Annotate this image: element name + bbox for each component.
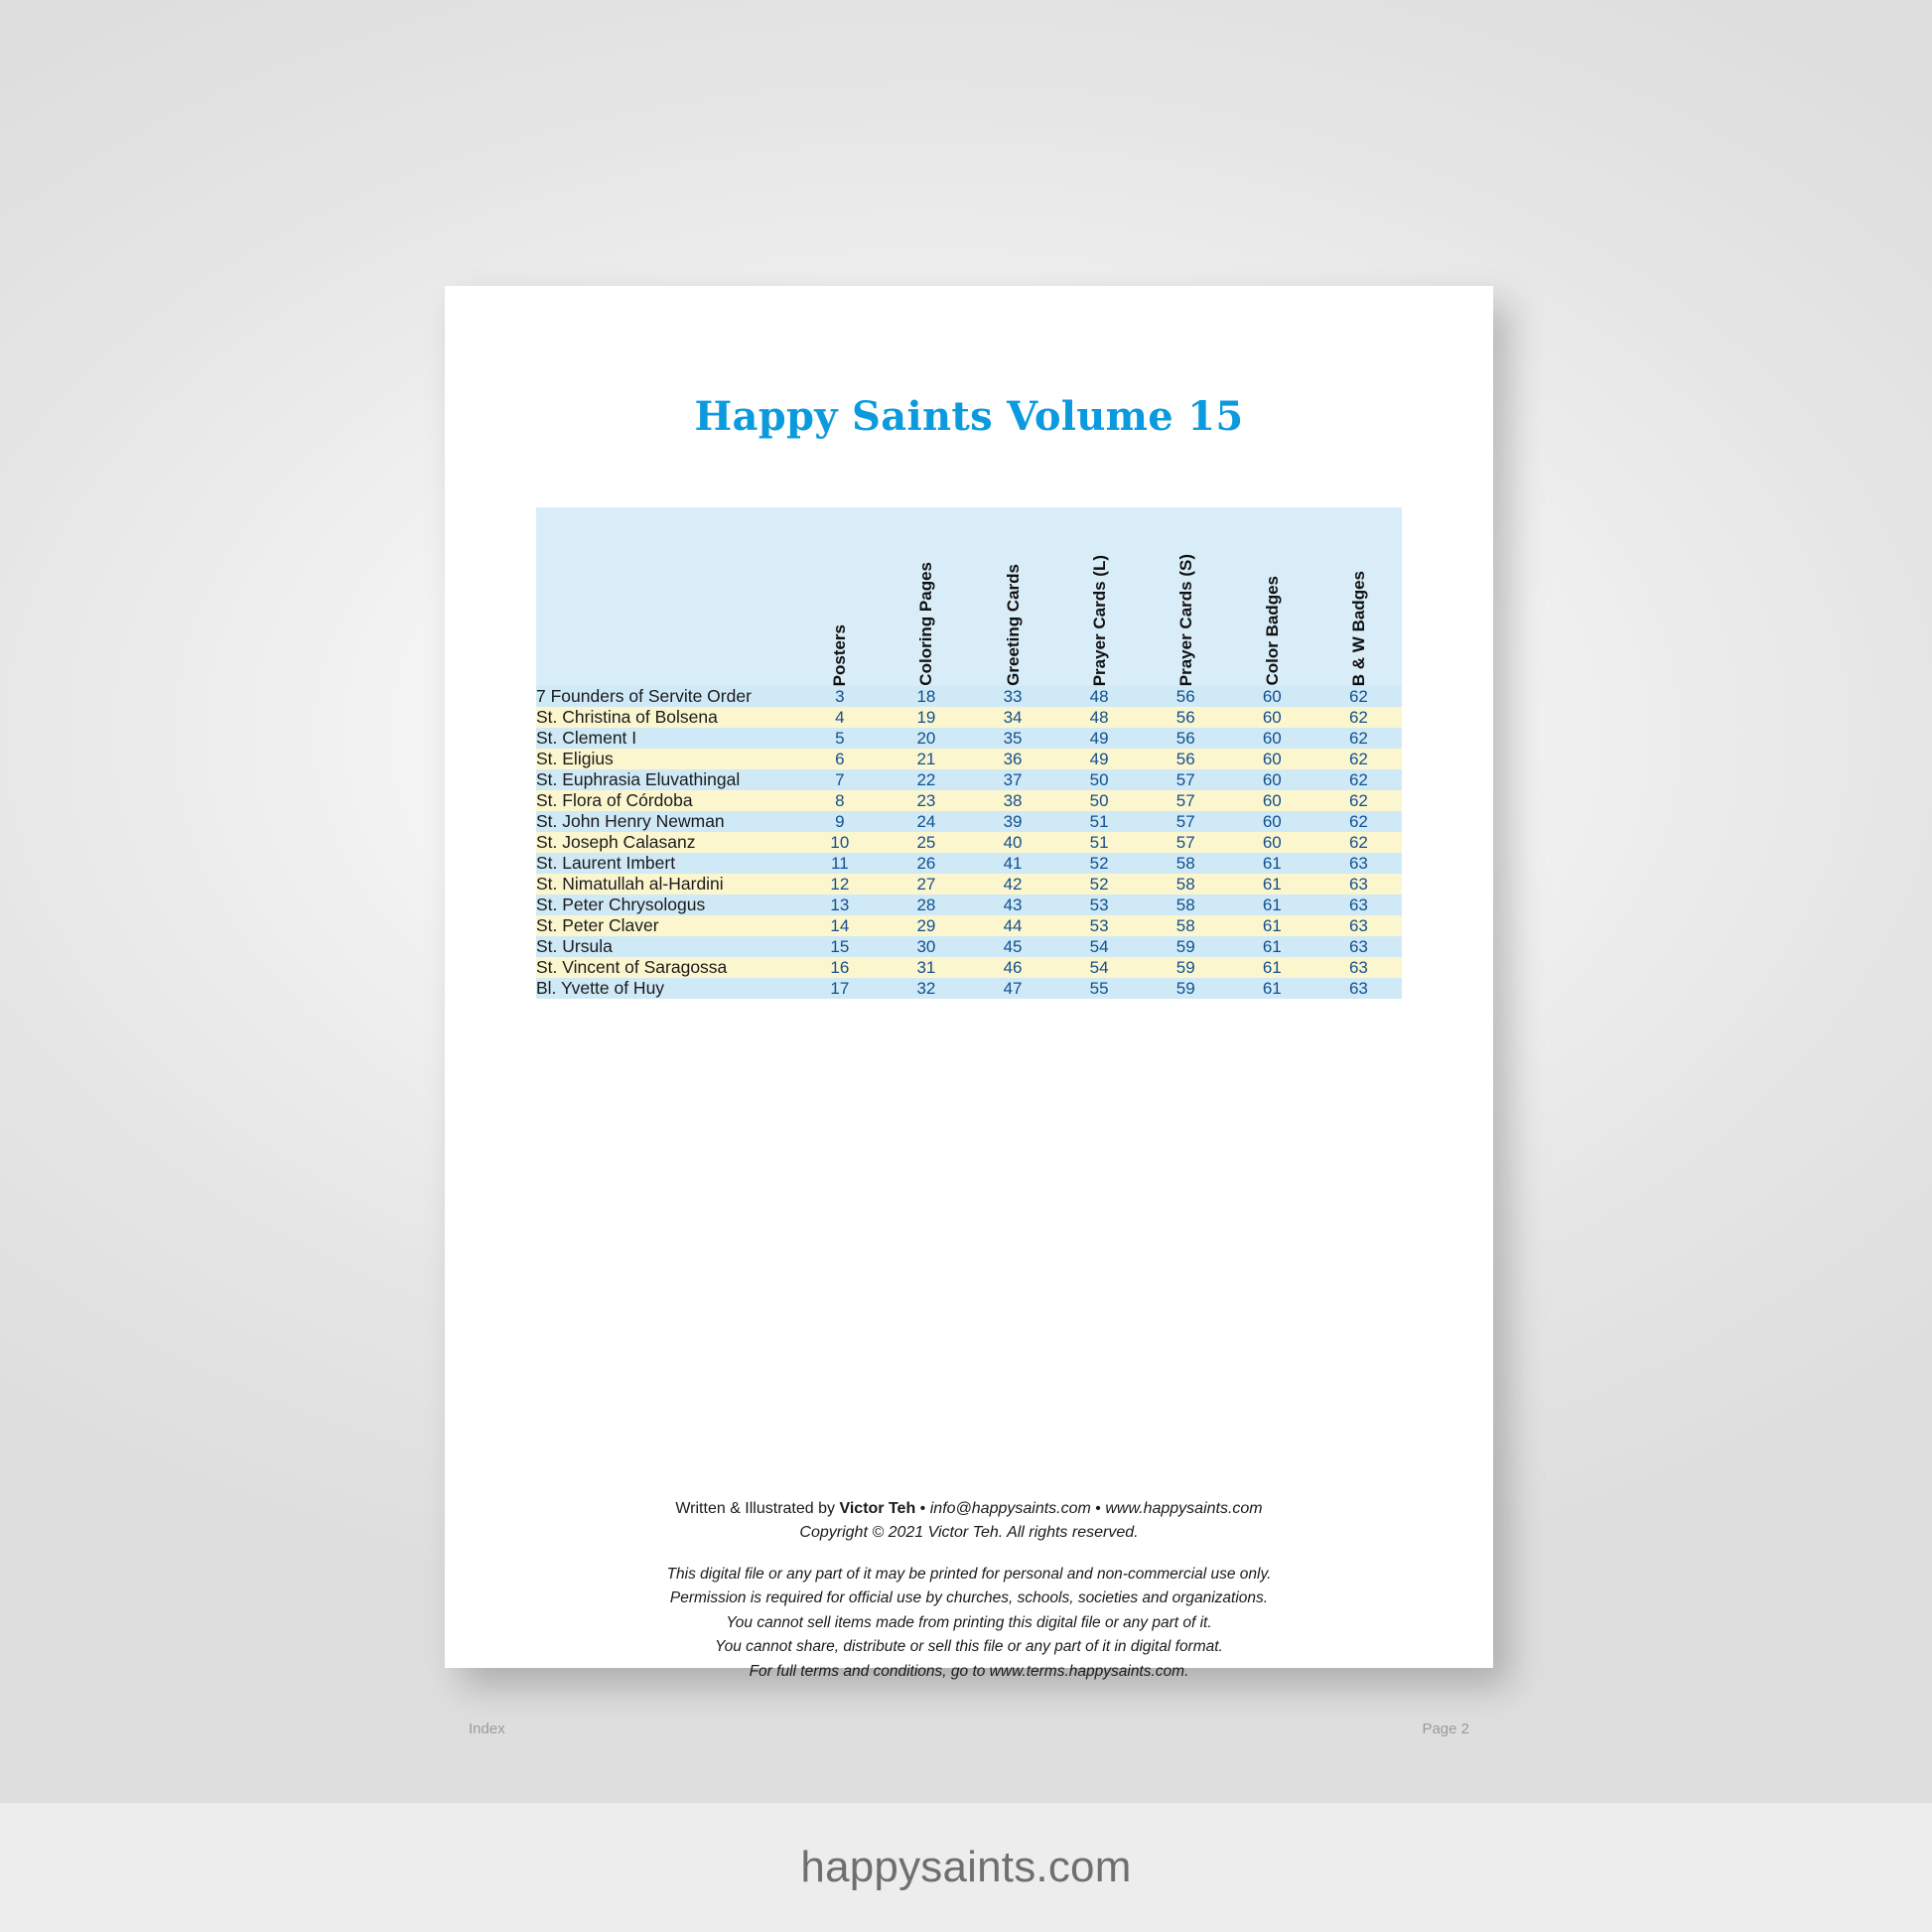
cell-prayer-cards-l: 54 xyxy=(1089,936,1109,956)
cell-posters: 16 xyxy=(830,957,850,977)
cell-prayer-cards-s: 57 xyxy=(1175,832,1195,852)
cell-bw-badges: 62 xyxy=(1348,707,1368,727)
cell-posters: 15 xyxy=(830,936,850,956)
cell-bw-badges: 63 xyxy=(1348,915,1368,935)
cell-color-badges: 60 xyxy=(1262,749,1282,768)
credit-sep-1: • xyxy=(915,1499,930,1517)
cell-greeting-cards: 47 xyxy=(1003,978,1023,998)
cell-prayer-cards-s: 58 xyxy=(1175,915,1195,935)
cell-prayer-cards-s: 58 xyxy=(1175,895,1195,914)
table-row xyxy=(536,811,1402,832)
cell-prayer-cards-s: 56 xyxy=(1175,707,1195,727)
row-name: 7 Founders of Servite Order xyxy=(536,686,752,706)
cell-color-badges: 60 xyxy=(1262,686,1282,706)
table-row xyxy=(536,874,1402,895)
cell-coloring-pages: 27 xyxy=(916,874,936,894)
column-header-name xyxy=(536,507,796,686)
cell-prayer-cards-l: 50 xyxy=(1089,769,1109,789)
cell-prayer-cards-s: 58 xyxy=(1175,874,1195,894)
index-table xyxy=(536,507,1402,999)
cell-bw-badges: 62 xyxy=(1348,749,1368,768)
cell-coloring-pages: 28 xyxy=(916,895,936,914)
cell-coloring-pages: 32 xyxy=(916,978,936,998)
cell-posters: 6 xyxy=(835,749,845,768)
row-name: St. Laurent Imbert xyxy=(536,853,676,873)
cell-posters: 17 xyxy=(830,978,850,998)
cell-coloring-pages: 30 xyxy=(916,936,936,956)
row-name: St. Joseph Calasanz xyxy=(536,832,696,852)
cell-prayer-cards-l: 53 xyxy=(1089,915,1109,935)
table-row xyxy=(536,853,1402,874)
cell-greeting-cards: 43 xyxy=(1003,895,1023,914)
cell-color-badges: 61 xyxy=(1262,853,1282,873)
document-page xyxy=(445,286,1493,1737)
cell-coloring-pages: 25 xyxy=(916,832,936,852)
cell-bw-badges: 63 xyxy=(1348,895,1368,914)
cell-prayer-cards-l: 49 xyxy=(1089,728,1109,748)
cell-coloring-pages: 19 xyxy=(916,707,936,727)
column-header-prayer-cards-l: Prayer Cards (L) xyxy=(1089,554,1109,686)
row-name: St. Euphrasia Eluvathingal xyxy=(536,769,741,789)
cell-coloring-pages: 24 xyxy=(916,811,936,831)
cell-color-badges: 61 xyxy=(1262,874,1282,894)
site-watermark-bar xyxy=(0,1803,1932,1932)
credit-email[interactable]: info@happysaints.com xyxy=(929,1499,1091,1517)
table-row xyxy=(536,707,1402,728)
row-name: St. Nimatullah al-Hardini xyxy=(536,874,724,894)
cell-greeting-cards: 38 xyxy=(1003,790,1023,810)
cell-coloring-pages: 23 xyxy=(916,790,936,810)
terms-line: You cannot share, distribute or sell this file or any part of it in digital format. xyxy=(715,1638,1223,1656)
table-row xyxy=(536,790,1402,811)
terms-line: Permission is required for official use by churches, schools, societies and organizations. xyxy=(669,1589,1269,1607)
row-name: St. Christina of Bolsena xyxy=(536,707,718,727)
column-header-prayer-cards-s: Prayer Cards (S) xyxy=(1175,553,1195,686)
column-header-posters: Posters xyxy=(830,623,850,686)
cell-coloring-pages: 22 xyxy=(916,769,936,789)
terms-line: You cannot sell items made from printing this digital file or any part of it. xyxy=(726,1613,1212,1631)
cell-posters: 12 xyxy=(830,874,850,894)
cell-color-badges: 60 xyxy=(1262,728,1282,748)
cell-prayer-cards-l: 49 xyxy=(1089,749,1109,768)
cell-prayer-cards-l: 50 xyxy=(1089,790,1109,810)
cell-bw-badges: 62 xyxy=(1348,790,1368,810)
cell-bw-badges: 62 xyxy=(1348,832,1368,852)
credit-authorship xyxy=(445,1497,1493,1521)
cell-prayer-cards-s: 59 xyxy=(1175,957,1195,977)
cell-greeting-cards: 36 xyxy=(1003,749,1023,768)
cell-coloring-pages: 26 xyxy=(916,853,936,873)
table-row xyxy=(536,915,1402,936)
cell-greeting-cards: 45 xyxy=(1003,936,1023,956)
document-footer xyxy=(445,1497,1493,1684)
cell-prayer-cards-s: 59 xyxy=(1175,978,1195,998)
footer-page-number: Page 2 xyxy=(1422,1721,1469,1737)
row-name: Bl. Yvette of Huy xyxy=(536,978,665,998)
cell-color-badges: 60 xyxy=(1262,769,1282,789)
cell-color-badges: 61 xyxy=(1262,957,1282,977)
cell-prayer-cards-s: 57 xyxy=(1175,811,1195,831)
credit-sep-2: • xyxy=(1090,1499,1106,1517)
row-name: St. Eligius xyxy=(536,749,614,768)
cell-bw-badges: 63 xyxy=(1348,936,1368,956)
table-row xyxy=(536,769,1402,790)
cell-posters: 4 xyxy=(835,707,845,727)
row-name: St. Ursula xyxy=(536,936,613,956)
cell-greeting-cards: 37 xyxy=(1003,769,1023,789)
cell-color-badges: 60 xyxy=(1262,790,1282,810)
page-title: Happy Saints Volume 15 xyxy=(694,393,1244,440)
cell-greeting-cards: 42 xyxy=(1003,874,1023,894)
table-row xyxy=(536,749,1402,769)
cell-bw-badges: 62 xyxy=(1348,811,1368,831)
row-name: St. Vincent of Saragossa xyxy=(536,957,728,977)
cell-greeting-cards: 33 xyxy=(1003,686,1023,706)
copyright-line: Copyright © 2021 Victor Teh. All rights reserved. xyxy=(799,1523,1139,1541)
cell-prayer-cards-s: 56 xyxy=(1175,728,1195,748)
table-row xyxy=(536,978,1402,999)
footer-index-label: Index xyxy=(469,1721,505,1737)
cell-posters: 9 xyxy=(835,811,845,831)
column-header-greeting-cards: Greeting Cards xyxy=(1003,564,1023,686)
cell-coloring-pages: 21 xyxy=(916,749,936,768)
cell-posters: 11 xyxy=(831,853,849,873)
cell-bw-badges: 62 xyxy=(1348,686,1368,706)
cell-bw-badges: 62 xyxy=(1348,728,1368,748)
terms-line: This digital file or any part of it may be printed for personal and non-commercial use only. xyxy=(666,1565,1272,1583)
cell-prayer-cards-l: 51 xyxy=(1089,832,1109,852)
cell-color-badges: 60 xyxy=(1262,832,1282,852)
cell-color-badges: 61 xyxy=(1262,915,1282,935)
row-name: St. Clement I xyxy=(536,728,637,748)
table-header xyxy=(536,507,1402,686)
cell-prayer-cards-s: 56 xyxy=(1175,749,1195,768)
cell-color-badges: 61 xyxy=(1262,936,1282,956)
terms-line: For full terms and conditions, go to www.terms.happysaints.com. xyxy=(749,1662,1189,1680)
cell-posters: 7 xyxy=(835,769,845,789)
table-row xyxy=(536,936,1402,957)
cell-posters: 10 xyxy=(830,832,850,852)
cell-color-badges: 60 xyxy=(1262,707,1282,727)
credit-line xyxy=(445,1497,1493,1545)
table-row xyxy=(536,957,1402,978)
table-body xyxy=(536,686,1402,999)
cell-prayer-cards-l: 53 xyxy=(1089,895,1109,914)
column-header-color-badges: Color Badges xyxy=(1262,576,1282,686)
column-header-bw-badges: B & W Badges xyxy=(1348,570,1368,686)
table-row xyxy=(536,686,1402,707)
cell-prayer-cards-s: 59 xyxy=(1175,936,1195,956)
cell-prayer-cards-l: 51 xyxy=(1089,811,1109,831)
cell-greeting-cards: 46 xyxy=(1003,957,1023,977)
cell-bw-badges: 63 xyxy=(1348,957,1368,977)
table-row xyxy=(536,895,1402,915)
cell-color-badges: 60 xyxy=(1262,811,1282,831)
cell-prayer-cards-l: 48 xyxy=(1089,686,1109,706)
credit-website[interactable]: www.happysaints.com xyxy=(1105,1499,1263,1517)
cell-bw-badges: 63 xyxy=(1348,874,1368,894)
cell-prayer-cards-l: 52 xyxy=(1089,874,1109,894)
cell-coloring-pages: 29 xyxy=(916,915,936,935)
table-row xyxy=(536,728,1402,749)
row-name: St. Flora of Córdoba xyxy=(536,790,693,810)
cell-posters: 13 xyxy=(830,895,850,914)
cell-bw-badges: 63 xyxy=(1348,978,1368,998)
cell-posters: 14 xyxy=(830,915,850,935)
credit-author: Victor Teh xyxy=(839,1499,916,1517)
column-header-coloring-pages: Coloring Pages xyxy=(916,562,936,686)
cell-prayer-cards-l: 52 xyxy=(1089,853,1109,873)
credit-prefix: Written & Illustrated by xyxy=(675,1499,840,1517)
cell-color-badges: 61 xyxy=(1262,895,1282,914)
cell-prayer-cards-s: 57 xyxy=(1175,790,1195,810)
cell-greeting-cards: 41 xyxy=(1003,853,1023,873)
cell-prayer-cards-s: 57 xyxy=(1175,769,1195,789)
cell-prayer-cards-s: 56 xyxy=(1175,686,1195,706)
cell-greeting-cards: 40 xyxy=(1003,832,1023,852)
row-name: St. Peter Claver xyxy=(536,915,659,935)
cell-prayer-cards-l: 54 xyxy=(1089,957,1109,977)
cell-bw-badges: 63 xyxy=(1348,853,1368,873)
cell-bw-badges: 62 xyxy=(1348,769,1368,789)
cell-coloring-pages: 20 xyxy=(916,728,936,748)
cell-color-badges: 61 xyxy=(1262,978,1282,998)
row-name: St. John Henry Newman xyxy=(536,811,725,831)
site-watermark: happysaints.com xyxy=(800,1843,1132,1891)
cell-prayer-cards-l: 48 xyxy=(1089,707,1109,727)
cell-prayer-cards-s: 58 xyxy=(1175,853,1195,873)
cell-greeting-cards: 39 xyxy=(1003,811,1023,831)
row-name: St. Peter Chrysologus xyxy=(536,895,706,914)
cell-greeting-cards: 34 xyxy=(1003,707,1023,727)
terms-block xyxy=(445,1563,1493,1684)
table-row xyxy=(536,832,1402,853)
cell-greeting-cards: 44 xyxy=(1003,915,1023,935)
table-header-row xyxy=(536,507,1402,686)
cell-posters: 5 xyxy=(835,728,845,748)
cell-posters: 3 xyxy=(835,686,845,706)
cell-greeting-cards: 35 xyxy=(1003,728,1023,748)
page-footer-bar xyxy=(445,1721,1493,1737)
cell-prayer-cards-l: 55 xyxy=(1089,978,1109,998)
cell-coloring-pages: 31 xyxy=(916,957,936,977)
cell-coloring-pages: 18 xyxy=(916,686,936,706)
cell-posters: 8 xyxy=(835,790,845,810)
